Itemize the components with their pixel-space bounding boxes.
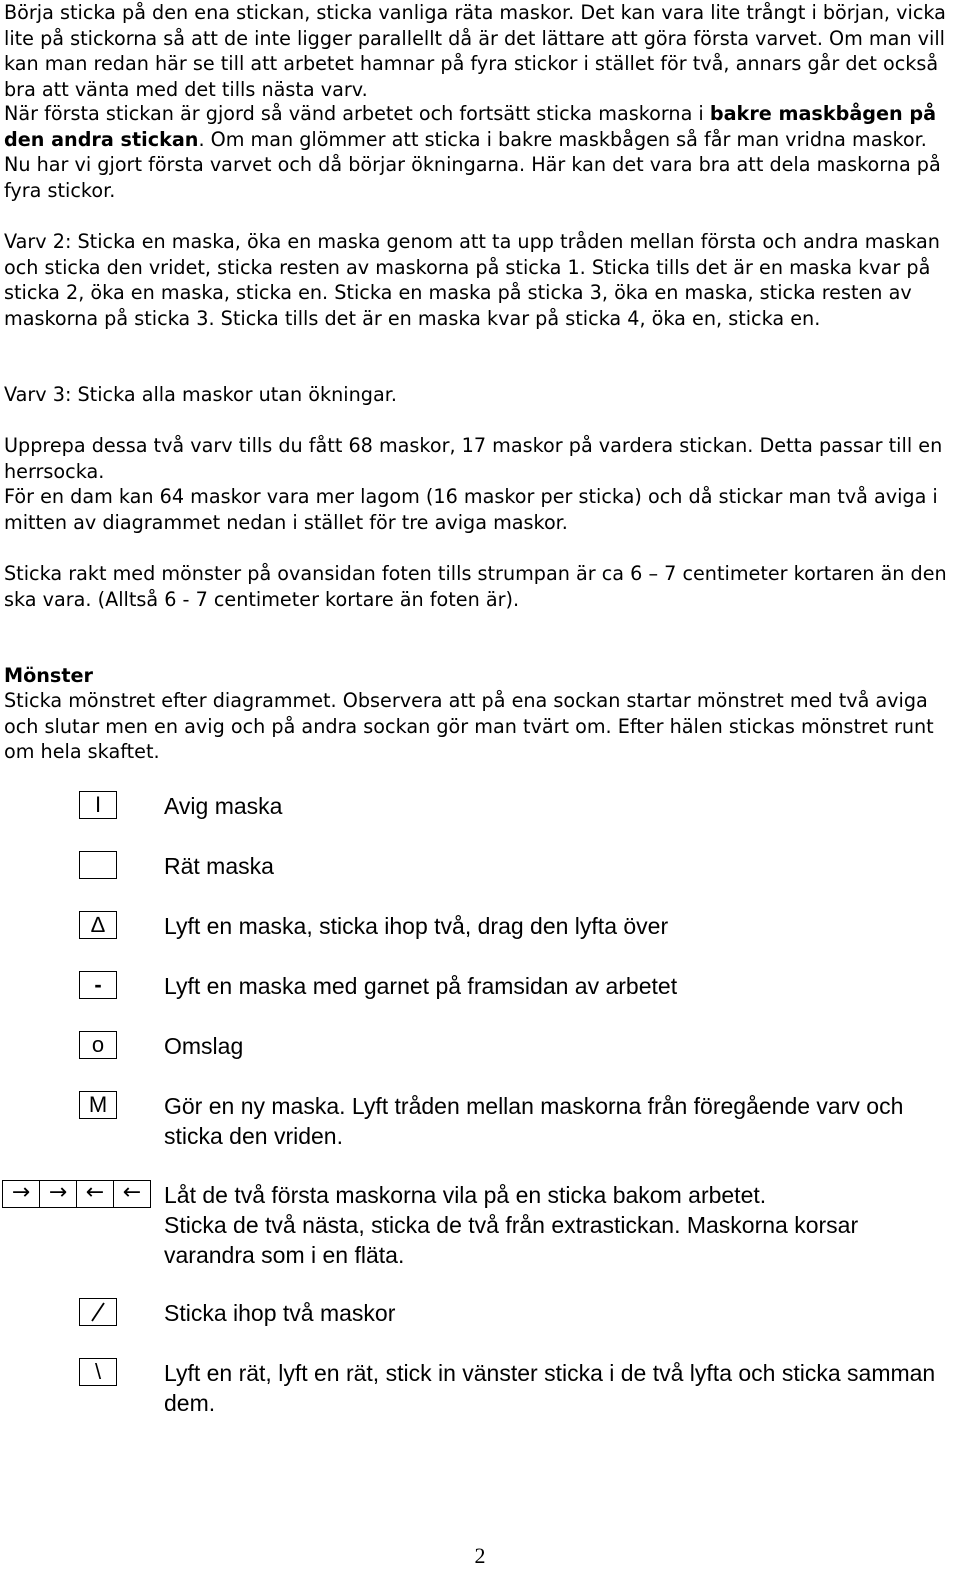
paragraph-start-knitting: Börja sticka på den ena stickan, sticka vanliga räta maskor. Det kan vara lite trångt i början, vicka lite på stickorna så att de inte ligger parallellt då är det lättare att göra första varvet. Om man vill kan man redan här se till att arbetet hamnar på fyra stickor i stället för två, annars går det också bra att vänta med det tills nästa varv. [4, 1, 946, 101]
legend-label-cable [164, 1180, 944, 1270]
triangle-icon: ∆ [79, 911, 117, 939]
purl-stitch-icon: I [79, 791, 117, 819]
paragraph-women-size: För en dam kan 64 maskor vara mer lagom (16 maskor per sticka) och då stickar man två aviga i mitten av diagrammet nedan i stället för tre aviga maskor. [4, 485, 938, 534]
arrow-right-icon: → [2, 1180, 40, 1208]
make-one-icon: M [79, 1091, 117, 1119]
slash-icon [79, 1298, 117, 1326]
arrow-right-icon: → [39, 1180, 77, 1208]
legend-label-decrease: Lyft en maska, sticka ihop två, drag den lyfta över [164, 913, 669, 939]
knit-stitch-icon [79, 851, 117, 879]
cable-arrows-icon [2, 1180, 150, 1208]
paragraph-first-round-bold: bakre maskbågen på den andra stickan [4, 102, 937, 151]
legend-label-k2tog: Sticka ihop två maskor [164, 1300, 396, 1326]
arrow-left-icon: ← [113, 1180, 151, 1208]
paragraph-repeat: Upprepa dessa två varv tills du fått 68 maskor, 17 maskor på vardera stickan. Detta passar till en herrsocka. [4, 434, 943, 483]
legend-label-make-one: Gör en ny maska. Lyft tråden mellan maskorna från föregående varv och sticka den vriden. [164, 1093, 904, 1149]
paragraph-round-3: Varv 3: Sticka alla maskor utan ökningar. [4, 383, 397, 406]
legend-label-cable-line1: Låt de två första maskorna vila på en sticka bakom arbetet. [164, 1182, 767, 1208]
paragraph-pattern: Sticka mönstret efter diagrammet. Observera att på ena sockan startar mönstret med två aviga och slutar men en avig och på andra sockan gör man tvärt om. Efter hälen stickas mönstret runt om hela skaftet. [4, 689, 934, 763]
dash-icon: - [79, 971, 117, 999]
legend-label-ssk: Lyft en rät, lyft en rät, stick in vänster sticka i de två lyfta och sticka samman dem. [164, 1360, 936, 1416]
legend-label-slip: Lyft en maska med garnet på framsidan av arbetet [164, 973, 678, 999]
arrow-left-icon: ← [76, 1180, 114, 1208]
legend-label-purl: Avig maska [164, 793, 283, 819]
yarn-over-icon: o [79, 1031, 117, 1059]
legend-label-cable-line2: Sticka de två nästa, sticka de två från extrastickan. Maskorna korsar varandra som i en fläta. [164, 1212, 859, 1268]
paragraph-first-round [4, 101, 959, 203]
paragraph-first-round-text-a: När första stickan är gjord så vänd arbetet och fortsätt sticka maskorna i [4, 102, 710, 125]
section-heading-pattern: Mönster [4, 664, 94, 687]
paragraph-round-2: Varv 2: Sticka en maska, öka en maska genom att ta upp tråden mellan första och andra maskan och sticka den vridet, sticka resten av maskorna på sticka 1. Sticka tills det är en maska kvar på sticka 2, öka en maska, sticka en. Sticka en maska på sticka 3, öka en maska, sticka resten av maskorna på sticka 3. Sticka tills det är en maska kvar på sticka 4, öka en, sticka en. [4, 230, 940, 330]
legend-label-yarn-over: Omslag [164, 1033, 244, 1059]
legend-label-knit: Rät maska [164, 853, 274, 879]
paragraph-straight-knitting: Sticka rakt med mönster på ovansidan foten tills strumpan är ca 6 – 7 centimeter kortaren än den ska vara. (Alltså 6 - 7 centimeter kortare än foten är). [4, 562, 947, 611]
page-number: 2 [474, 1543, 486, 1568]
backslash-icon: \ [79, 1358, 117, 1386]
paragraph-first-round-text-b: . Om man glömmer att sticka i bakre maskbågen så får man vridna maskor. Nu har vi gjort första varvet och då börjar ökningarna. Här kan det vara bra att dela maskorna på fyra stickor. [4, 127, 941, 202]
